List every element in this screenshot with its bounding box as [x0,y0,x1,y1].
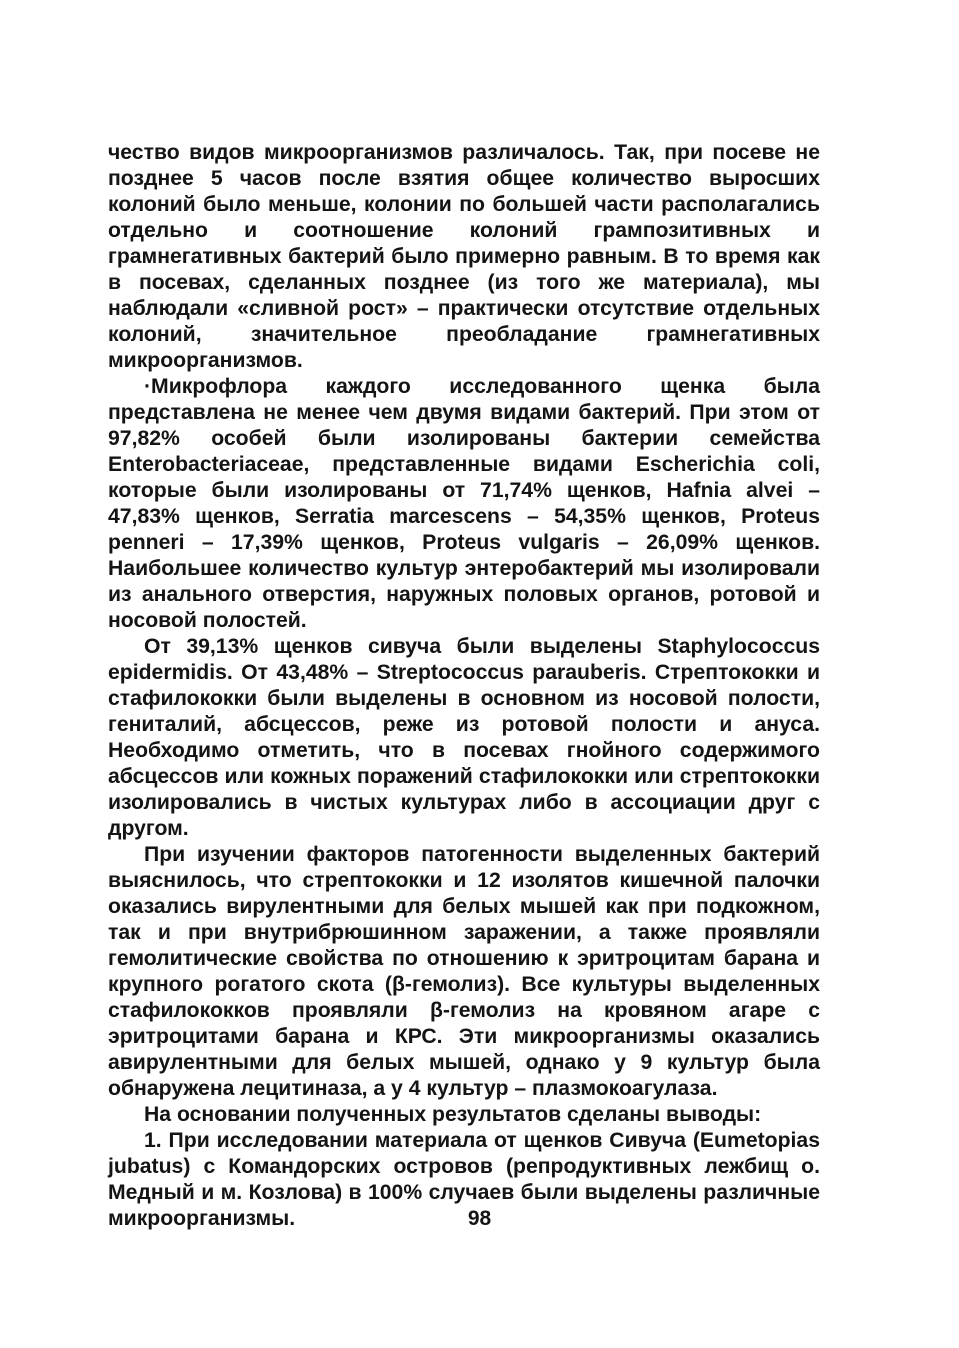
paragraph-6: 1. При исследовании материала от щенков Сивуча (Eumetopias jubatus) с Командорских островов (репродуктивных лежбищ о. Медный и м. Козлова) в 100% случаев были выделены различные микроорганизмы. [108,1129,820,1230]
paragraph-3: От 39,13% щенков сивуча были выделены Staphylococcus epidermidis. От 43,48% – Streptococcus parauberis. Стрептококки и стафилококки были выделены в основном из носовой полости, гениталий, абсцессов, реже из ротовой полости и ануса. Необходимо отметить, что в посевах гнойного содержимого абсцессов или кожных поражений стафилококки или стрептококки изолировались в чистых культурах либо в ассоциации друг с другом. [108,635,820,840]
page-number: 98 [467,1207,492,1230]
paragraph-5-text: На основании полученных результатов сделаны [144,1103,667,1126]
paragraph-1: чество видов микроорганизмов различалось. Так, при посеве не позднее 5 часов после взятия общее количество выросших колоний было меньше, колонии по большей части располагались отдельно и соотношение колоний грампозитивных и грамнегативных бактерий было примерно равным. В то время как в посевах, сделанных позднее (из того же материала), мы наблюдали «сливной рост» – практически отсутствие отдельных колоний, значительное преобладание грамнегативных микроорганизмов. [108,141,820,372]
paragraph-4: При изучении факторов патогенности выделенных бактерий выяснилось, что стрептококки и 12 изолятов кишечной палочки оказались вирулентными для белых мышей как при подкожном, так и при внутрибрюшинном заражении, а также проявляли гемолитические свойства по отношению к эритроцитам барана и крупного рогатого скота (β-гемолиз). Все культуры выделенных стафилококков проявляли β-гемолиз на кровяном агаре с эритроцитами барана и КРС. Эти микроорганизмы оказались авирулентными для белых мышей, однако у 9 культур была обнаружена лецитиназа, а у 4 культур – плазмокоагулаза. [108,843,820,1100]
conclusions-label: выводы: [666,1103,762,1126]
paragraph-5 [108,1102,820,1128]
page-body [108,140,820,1232]
paragraph-2: ·Микрофлора каждого исследованного щенка была представлена не менее чем двумя видами бактерий. При этом от 97,82% особей были изолированы бактерии семейства Enterobacteriaceae, представленные видами Escherichia coli, которые были изолированы от 71,74% щенков, Hafnia alvei – 47,83% щенков, Serratia marcescens – 54,35% щенков, Proteus penneri – 17,39% щенков, Proteus vulgaris – 26,09% щенков. Наибольшее количество культур энтеробактерий мы изолировали из анального отверстия, наружных половых органов, ротовой и носовой полостей. [108,375,820,632]
